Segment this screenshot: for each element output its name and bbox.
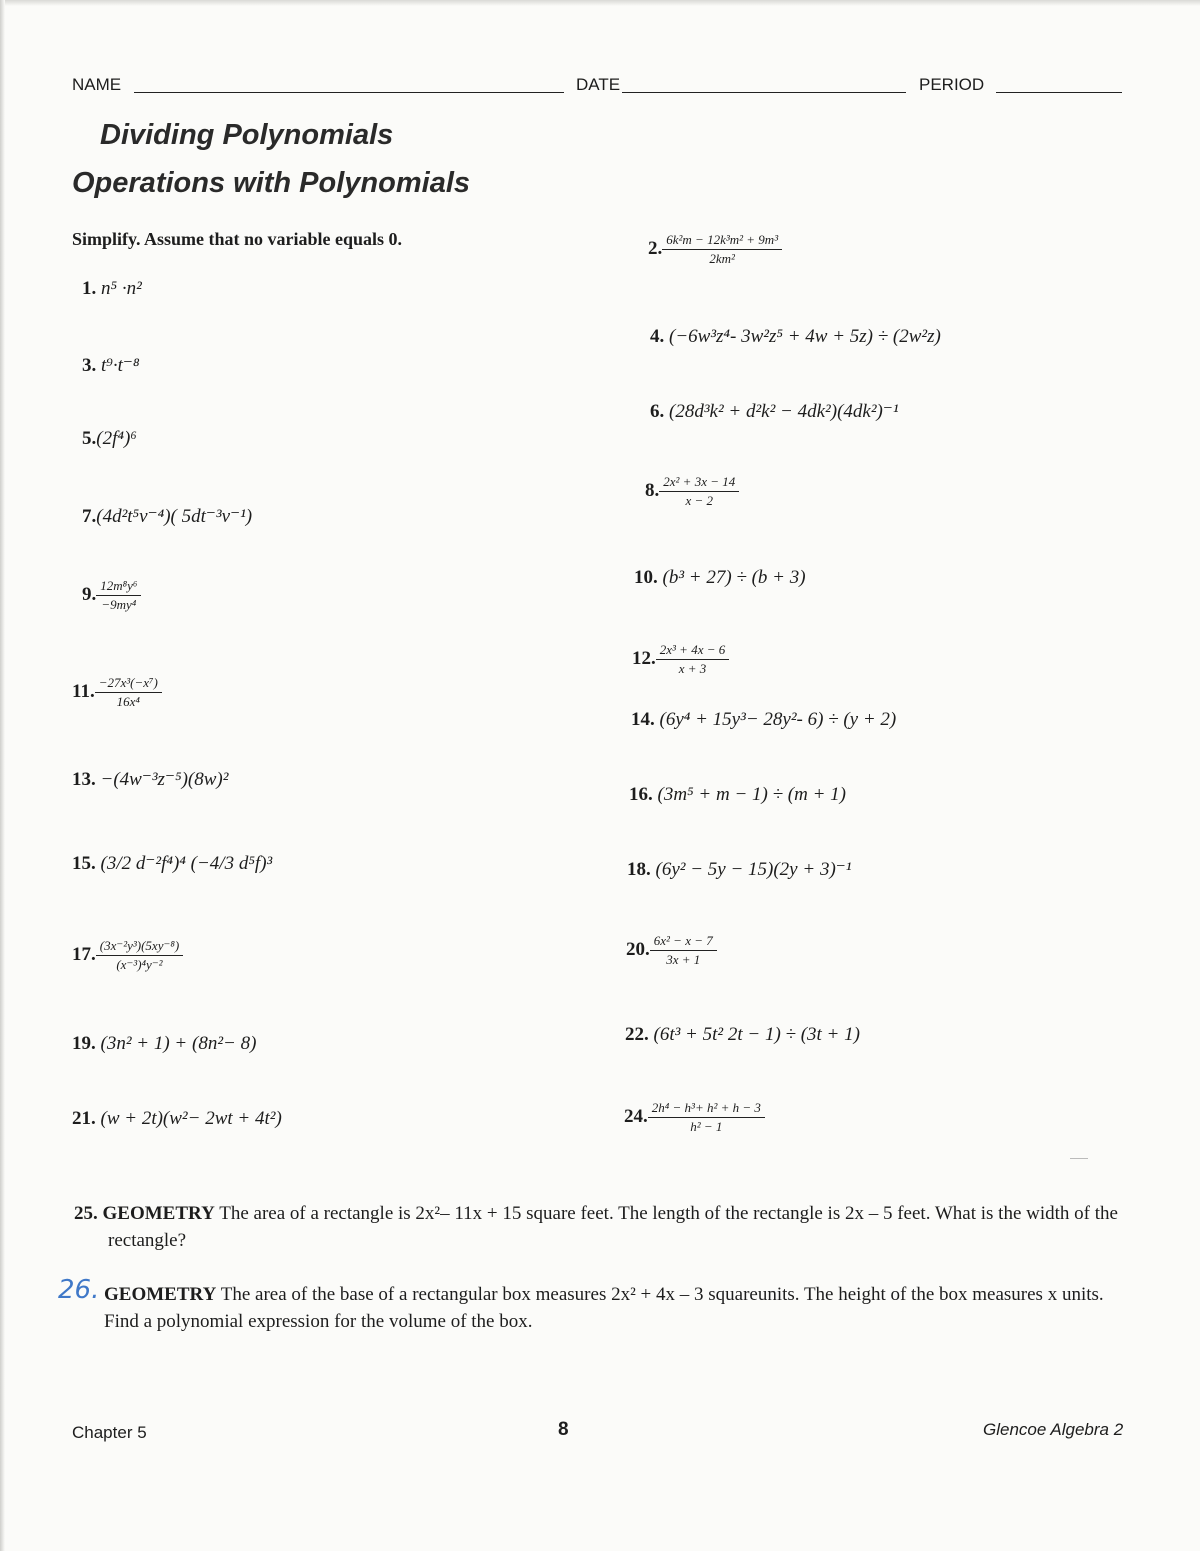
fraction-numerator: 6x² − x − 7 — [650, 933, 717, 951]
problem-2 — [648, 232, 782, 268]
scan-edge-left — [0, 0, 5, 1551]
fraction-denominator: x − 2 — [685, 493, 714, 509]
problem-20 — [626, 933, 717, 969]
problem-7 — [82, 505, 252, 528]
problem-6 — [650, 400, 899, 423]
problem-number: 25. — [74, 1203, 98, 1224]
problem-expression: (b³ + 27) ÷ (b + 3) — [662, 567, 806, 588]
problem-21 — [72, 1108, 282, 1130]
problem-number: 8. — [645, 480, 660, 502]
problem-number: 17. — [72, 944, 96, 966]
fraction-numerator: 12m⁸y⁶ — [96, 578, 141, 596]
problem-expression: (3n² + 1) + (8n²− 8) — [100, 1033, 257, 1054]
problem-expression: t⁹·t⁻⁸ — [101, 355, 140, 376]
problem-number: 1. — [82, 278, 97, 299]
problem-fraction — [96, 578, 141, 614]
problem-expression: (6y⁴ + 15y³− 28y²- 6) ÷ (y + 2) — [659, 709, 897, 730]
problem-8 — [645, 474, 739, 510]
problem-expression: (w + 2t)(w²− 2wt + 4t²) — [100, 1108, 282, 1129]
problem-expression: (3/2 d⁻²f⁴)⁴ (−4/3 d⁵f)³ — [100, 853, 273, 874]
problem-number: 12. — [632, 648, 656, 670]
problem-number: 19. — [72, 1033, 96, 1054]
problem-16 — [629, 784, 846, 806]
problem-fraction — [650, 933, 717, 969]
fraction-denominator: −9my⁴ — [101, 597, 137, 613]
problem-9 — [82, 578, 141, 614]
fraction-denominator: x + 3 — [678, 661, 707, 677]
problem-number: 20. — [626, 939, 650, 961]
problem-3 — [82, 354, 140, 377]
period-label: PERIOD — [919, 75, 985, 94]
problem-5 — [82, 428, 137, 450]
problem-number: 4. — [650, 326, 665, 347]
date-line — [622, 92, 906, 93]
problem-fraction — [659, 474, 739, 510]
footer-book-title: Glencoe Algebra 2 — [983, 1420, 1124, 1439]
title-dividing-polynomials: Dividing Polynomials — [100, 119, 394, 151]
fraction-denominator: 16x⁴ — [116, 694, 140, 710]
title-operations-with-polynomials: Operations with Polynomials — [72, 167, 471, 199]
fraction-numerator: 2h⁴ − h³+ h² + h − 3 — [648, 1100, 765, 1118]
problem-14 — [631, 709, 896, 731]
problem-24 — [624, 1100, 765, 1136]
problem-number: 7. — [82, 506, 97, 527]
problem-11 — [72, 675, 162, 711]
fraction-denominator: h² − 1 — [690, 1119, 723, 1135]
problem-13 — [72, 768, 228, 791]
problem-label: GEOMETRY — [104, 1284, 217, 1305]
problem-fraction — [95, 675, 162, 711]
fraction-numerator: (3x⁻²y³)(5xy⁻⁸) — [96, 938, 183, 956]
problem-12 — [632, 642, 729, 678]
fraction-denominator: (x⁻³)⁴y⁻² — [116, 957, 163, 973]
problem-number: 16. — [629, 784, 653, 805]
problem-17 — [72, 938, 183, 974]
footer-chapter: Chapter 5 — [72, 1423, 147, 1442]
fraction-numerator: −27x³(−x⁷) — [95, 675, 162, 693]
word-problem-26 — [58, 1275, 1134, 1335]
problem-1 — [82, 278, 142, 300]
fraction-denominator: 3x + 1 — [666, 952, 701, 968]
problem-expression: n⁵ ·n² — [101, 278, 142, 299]
date-label: DATE — [576, 75, 621, 94]
problem-fraction — [96, 938, 183, 974]
problem-15 — [72, 852, 272, 875]
problem-number: 2. — [648, 238, 663, 260]
problem-expression: (4d²t⁵v⁻⁴)( 5dt⁻³v⁻¹) — [96, 506, 253, 527]
fraction-numerator: 6k²m − 12k³m² + 9m³ — [662, 232, 782, 250]
name-label: NAME — [72, 75, 122, 94]
problem-22 — [625, 1024, 860, 1046]
problem-19 — [72, 1033, 256, 1055]
problem-number: 24. — [624, 1106, 648, 1128]
problem-number: 22. — [625, 1024, 649, 1045]
problem-expression: (3m⁵ + m − 1) ÷ (m + 1) — [657, 784, 846, 805]
problem-expression: (6y² − 5y − 15)(2y + 3)⁻¹ — [655, 859, 852, 880]
word-problem-25 — [74, 1200, 1168, 1254]
fraction-denominator: 2km² — [709, 251, 735, 267]
name-line — [134, 92, 564, 93]
problem-number: 9. — [82, 584, 97, 606]
problem-10 — [634, 567, 806, 589]
problem-fraction — [656, 642, 729, 678]
problem-expression: (6t³ + 5t² 2t − 1) ÷ (3t + 1) — [653, 1024, 860, 1045]
problem-fraction — [648, 1100, 765, 1136]
problem-number: 3. — [82, 355, 97, 376]
problem-number: 21. — [72, 1108, 96, 1129]
scan-edge-top — [0, 0, 1200, 6]
problem-number: 5. — [82, 428, 97, 449]
problem-label: GEOMETRY — [102, 1203, 215, 1224]
problem-number: 14. — [631, 709, 655, 730]
problem-number: 10. — [634, 567, 658, 588]
problem-fraction — [662, 232, 782, 268]
problem-number: 15. — [72, 853, 96, 874]
problem-number: 13. — [72, 769, 96, 790]
scan-mark — [1070, 1158, 1088, 1159]
problem-4 — [650, 326, 941, 348]
period-line — [996, 92, 1122, 93]
problem-number: 6. — [650, 401, 665, 422]
problem-expression: (28d³k² + d²k² − 4dk²)(4dk²)⁻¹ — [669, 401, 899, 422]
problem-expression: (−6w³z⁴- 3w²z⁵ + 4w + 5z) ÷ (2w²z) — [669, 326, 941, 347]
handwritten-number-26: 26. — [58, 1275, 100, 1305]
fraction-numerator: 2x³ + 4x − 6 — [656, 642, 729, 660]
footer-page-number: 8 — [558, 1419, 569, 1440]
problem-expression: (2f⁴)⁶ — [96, 428, 137, 449]
problem-text: The area of a rectangle is 2x²– 11x + 15 square feet. The length of the rectangle is 2x – 5 feet. What is the width of the rectangle? — [108, 1203, 1118, 1251]
instructions: Simplify. Assume that no variable equals 0. — [72, 229, 403, 249]
problem-expression: −(4w⁻³z⁻⁵)(8w)² — [100, 769, 229, 790]
problem-number: 18. — [627, 859, 651, 880]
problem-number: 11. — [72, 681, 95, 703]
problem-18 — [627, 858, 852, 881]
fraction-numerator: 2x² + 3x − 14 — [659, 474, 739, 492]
problem-text: The area of the base of a rectangular box measures 2x² + 4x – 3 squareunits. The height of the box measures x units. Find a polynomial expression for the volume of the box. — [104, 1284, 1104, 1332]
